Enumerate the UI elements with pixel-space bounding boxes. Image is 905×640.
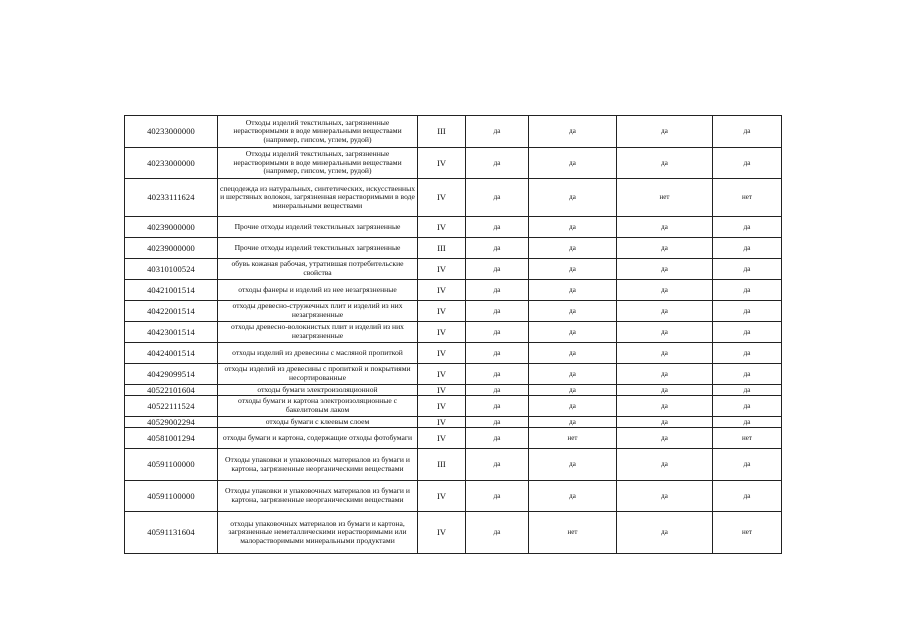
waste-code-cell: 40591100000 <box>125 481 218 512</box>
column-3-value-cell: да <box>617 116 713 148</box>
column-3-value-cell: да <box>617 217 713 238</box>
column-2-value-cell: да <box>529 449 617 481</box>
hazard-class-cell: IV <box>418 217 466 238</box>
waste-code-cell: 40591100000 <box>125 449 218 481</box>
column-4-value-cell: да <box>713 396 782 417</box>
column-3-value-cell: да <box>617 481 713 512</box>
waste-name-cell: обувь кожаная рабочая, утратившая потребительские свойства <box>218 259 418 280</box>
waste-name-cell: Отходы упаковки и упаковочных материалов из бумаги и картона, загрязненные неорганическими веществами <box>218 449 418 481</box>
waste-name-cell: Прочие отходы изделий текстильных загрязненные <box>218 217 418 238</box>
column-1-value-cell: да <box>466 512 529 554</box>
waste-name-cell: отходы изделий из древесины с масляной пропиткой <box>218 343 418 364</box>
table-row <box>125 301 782 322</box>
column-4-value-cell: да <box>713 238 782 259</box>
column-3-value-cell: да <box>617 396 713 417</box>
table-row <box>125 343 782 364</box>
waste-code-cell: 40310100524 <box>125 259 218 280</box>
column-1-value-cell: да <box>466 179 529 217</box>
column-3-value-cell: да <box>617 148 713 179</box>
column-3-value-cell: да <box>617 417 713 428</box>
waste-code-cell: 40239000000 <box>125 238 218 259</box>
table-row <box>125 396 782 417</box>
table-row <box>125 481 782 512</box>
column-1-value-cell: да <box>466 396 529 417</box>
waste-code-cell: 40422001514 <box>125 301 218 322</box>
column-4-value-cell: да <box>713 280 782 301</box>
hazard-class-cell: IV <box>418 512 466 554</box>
hazard-class-cell: IV <box>418 385 466 396</box>
waste-code-cell: 40591131604 <box>125 512 218 554</box>
column-4-value-cell: да <box>713 322 782 343</box>
column-4-value-cell: да <box>713 259 782 280</box>
hazard-class-cell: IV <box>418 301 466 322</box>
column-1-value-cell: да <box>466 148 529 179</box>
hazard-class-cell: IV <box>418 179 466 217</box>
hazard-class-cell: IV <box>418 417 466 428</box>
table-row <box>125 428 782 449</box>
table-row <box>125 417 782 428</box>
waste-name-cell: отходы бумаги с клеевым слоем <box>218 417 418 428</box>
column-4-value-cell: да <box>713 385 782 396</box>
waste-name-cell: Отходы изделий текстильных, загрязненные нерастворимыми в воде минеральными веществами (например, гипсом, углем, рудой) <box>218 148 418 179</box>
column-1-value-cell: да <box>466 343 529 364</box>
hazard-class-cell: III <box>418 449 466 481</box>
column-1-value-cell: да <box>466 481 529 512</box>
waste-name-cell: отходы бумаги и картона электроизоляционные с бакелитовым лаком <box>218 396 418 417</box>
column-1-value-cell: да <box>466 417 529 428</box>
table-row <box>125 116 782 148</box>
waste-code-cell: 40233000000 <box>125 116 218 148</box>
waste-code-cell: 40233000000 <box>125 148 218 179</box>
table-row <box>125 238 782 259</box>
column-1-value-cell: да <box>466 217 529 238</box>
waste-name-cell: спецодежда из натуральных, синтетических, искусственных и шерстяных волокон, загрязненная нерастворимыми в воде минеральными веществами <box>218 179 418 217</box>
table-body <box>125 116 782 554</box>
waste-name-cell: отходы изделий из древесины с пропиткой и покрытиями несортированные <box>218 364 418 385</box>
waste-code-cell: 40421001514 <box>125 280 218 301</box>
column-1-value-cell: да <box>466 385 529 396</box>
column-4-value-cell: да <box>713 116 782 148</box>
waste-name-cell: отходы бумаги и картона, содержащие отходы фотобумаги <box>218 428 418 449</box>
column-3-value-cell: да <box>617 322 713 343</box>
column-3-value-cell: да <box>617 343 713 364</box>
table-row <box>125 179 782 217</box>
hazard-class-cell: IV <box>418 343 466 364</box>
waste-code-cell: 40233111624 <box>125 179 218 217</box>
column-1-value-cell: да <box>466 116 529 148</box>
column-4-value-cell: да <box>713 301 782 322</box>
waste-name-cell: отходы фанеры и изделий из нее незагрязненные <box>218 280 418 301</box>
column-2-value-cell: да <box>529 301 617 322</box>
waste-code-cell: 40239000000 <box>125 217 218 238</box>
column-1-value-cell: да <box>466 238 529 259</box>
column-4-value-cell: да <box>713 343 782 364</box>
column-3-value-cell: да <box>617 280 713 301</box>
waste-code-cell: 40429099514 <box>125 364 218 385</box>
column-3-value-cell: да <box>617 512 713 554</box>
hazard-class-cell: IV <box>418 148 466 179</box>
hazard-class-cell: III <box>418 116 466 148</box>
column-2-value-cell: да <box>529 343 617 364</box>
column-2-value-cell: да <box>529 364 617 385</box>
column-3-value-cell: да <box>617 428 713 449</box>
waste-name-cell: отходы упаковочных материалов из бумаги и картона, загрязненные неметаллическими нерастворимыми или малорастворимыми минеральными продуктами <box>218 512 418 554</box>
waste-code-cell: 40581001294 <box>125 428 218 449</box>
column-4-value-cell: нет <box>713 512 782 554</box>
column-2-value-cell: нет <box>529 512 617 554</box>
column-3-value-cell: да <box>617 449 713 481</box>
table-row <box>125 322 782 343</box>
column-2-value-cell: да <box>529 385 617 396</box>
table-row <box>125 148 782 179</box>
column-4-value-cell: да <box>713 449 782 481</box>
hazard-class-cell: IV <box>418 396 466 417</box>
hazard-class-cell: IV <box>418 428 466 449</box>
column-2-value-cell: да <box>529 396 617 417</box>
hazard-class-cell: III <box>418 238 466 259</box>
waste-code-cell: 40529002294 <box>125 417 218 428</box>
column-3-value-cell: да <box>617 259 713 280</box>
column-2-value-cell: да <box>529 481 617 512</box>
waste-code-cell: 40522111524 <box>125 396 218 417</box>
column-4-value-cell: нет <box>713 179 782 217</box>
column-3-value-cell: да <box>617 238 713 259</box>
hazard-class-cell: IV <box>418 259 466 280</box>
table-row <box>125 385 782 396</box>
column-2-value-cell: да <box>529 322 617 343</box>
waste-name-cell: отходы древесно-волокнистых плит и изделий из них незагрязненные <box>218 322 418 343</box>
waste-name-cell: Отходы изделий текстильных, загрязненные нерастворимыми в воде минеральными веществами (например, гипсом, углем, рудой) <box>218 116 418 148</box>
hazard-class-cell: IV <box>418 481 466 512</box>
waste-code-cell: 40522101604 <box>125 385 218 396</box>
table-row <box>125 364 782 385</box>
column-3-value-cell: да <box>617 385 713 396</box>
column-1-value-cell: да <box>466 322 529 343</box>
column-2-value-cell: да <box>529 238 617 259</box>
waste-name-cell: отходы бумаги электроизоляционной <box>218 385 418 396</box>
column-4-value-cell: нет <box>713 428 782 449</box>
waste-code-cell: 40423001514 <box>125 322 218 343</box>
column-2-value-cell: да <box>529 116 617 148</box>
column-2-value-cell: да <box>529 259 617 280</box>
table-row <box>125 217 782 238</box>
column-2-value-cell: да <box>529 280 617 301</box>
column-4-value-cell: да <box>713 217 782 238</box>
table-row <box>125 259 782 280</box>
table-row <box>125 280 782 301</box>
column-1-value-cell: да <box>466 428 529 449</box>
column-2-value-cell: нет <box>529 428 617 449</box>
table-row <box>125 512 782 554</box>
column-2-value-cell: да <box>529 179 617 217</box>
column-1-value-cell: да <box>466 280 529 301</box>
waste-classification-table <box>124 115 782 554</box>
column-1-value-cell: да <box>466 259 529 280</box>
waste-name-cell: отходы древесно-стружечных плит и изделий из них незагрязненные <box>218 301 418 322</box>
column-2-value-cell: да <box>529 417 617 428</box>
column-4-value-cell: да <box>713 364 782 385</box>
column-2-value-cell: да <box>529 217 617 238</box>
column-3-value-cell: да <box>617 364 713 385</box>
column-3-value-cell: нет <box>617 179 713 217</box>
column-4-value-cell: да <box>713 148 782 179</box>
column-3-value-cell: да <box>617 301 713 322</box>
column-4-value-cell: да <box>713 417 782 428</box>
hazard-class-cell: IV <box>418 280 466 301</box>
column-1-value-cell: да <box>466 364 529 385</box>
waste-name-cell: Прочие отходы изделий текстильных загрязненные <box>218 238 418 259</box>
hazard-class-cell: IV <box>418 364 466 385</box>
table-row <box>125 449 782 481</box>
hazard-class-cell: IV <box>418 322 466 343</box>
column-1-value-cell: да <box>466 449 529 481</box>
column-1-value-cell: да <box>466 301 529 322</box>
column-4-value-cell: да <box>713 481 782 512</box>
waste-code-cell: 40424001514 <box>125 343 218 364</box>
waste-name-cell: Отходы упаковки и упаковочных материалов из бумаги и картона, загрязненные неорганическими веществами <box>218 481 418 512</box>
column-2-value-cell: да <box>529 148 617 179</box>
